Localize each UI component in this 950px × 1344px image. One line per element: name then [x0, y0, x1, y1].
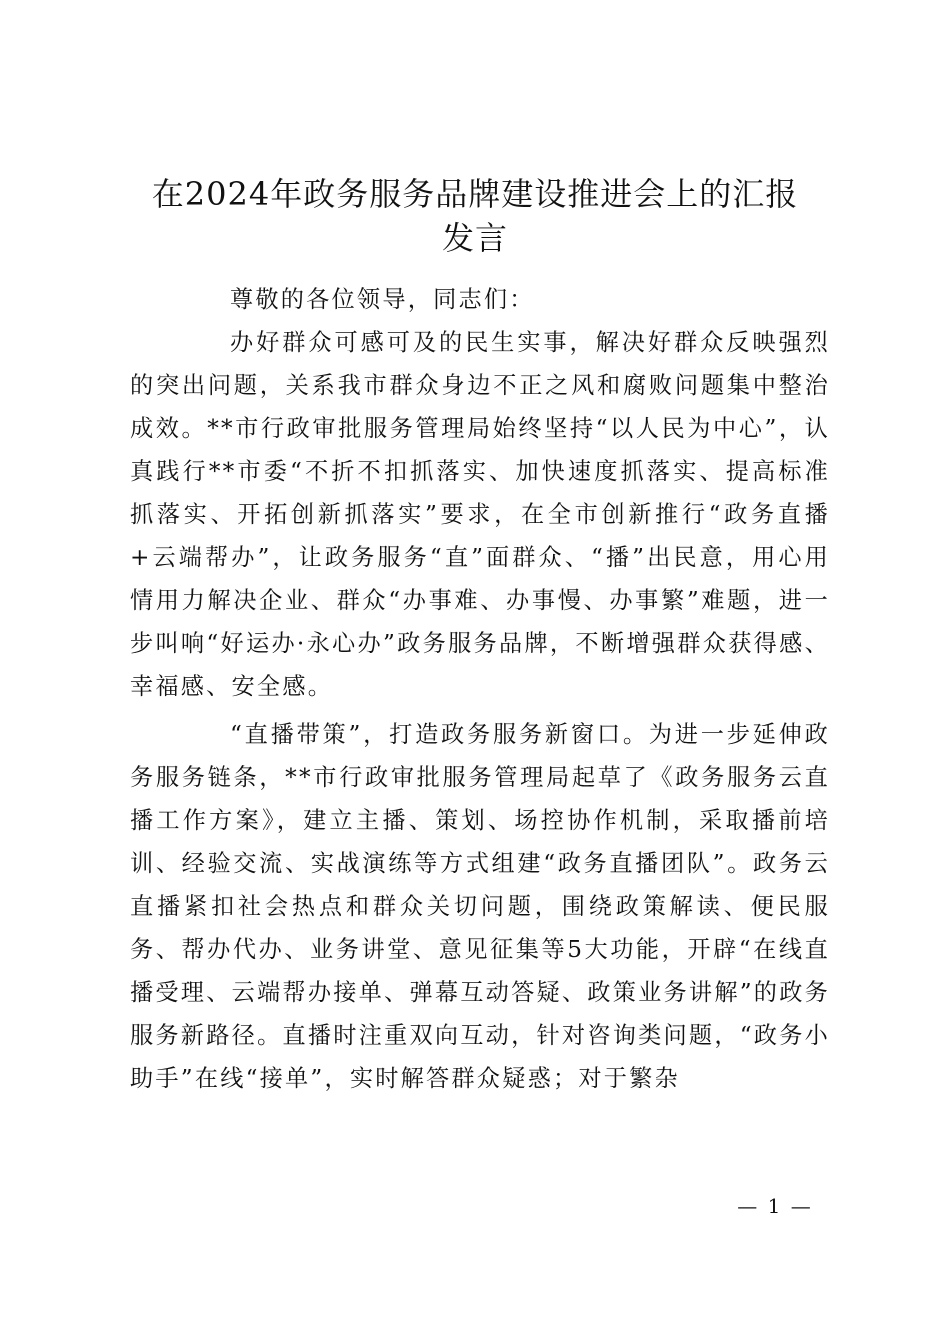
- title-line-1: 在2024年政务服务品牌建设推进会上的汇报: [151, 175, 799, 213]
- page-number: — 1 —: [737, 1194, 813, 1218]
- paragraph-intro: 办好群众可感可及的民生实事，解决好群众反映强烈的突出问题，关系我市群众身边不正之风和腐败问题集中整治成效。**市行政审批服务管理局始终坚持“以人民为中心”，认真践行**市委“不折不扣抓落实、加快速度抓落实、提高标准抓落实、开拓创新抓落实”要求，在全市创新推行“政务直播+云端帮办”，让政务服务“直”面群众、“播”出民意，用心用情用力解决企业、群众“办事难、办事慢、办事繁”难题，进一步叫响“好运办·永心办”政务服务品牌，不断增强群众获得感、幸福感、安全感。: [130, 329, 830, 700]
- paragraph-live-streaming: “直播带策”，打造政务服务新窗口。为进一步延伸政务服务链条，**市行政审批服务管理局起草了《政务服务云直播工作方案》，建立主播、策划、场控协作机制，采取播前培训、经验交流、实战演练等方式组建“政务直播团队”。政务云直播紧扣社会热点和群众关切问题，围绕政策解读、便民服务、帮办代办、业务讲堂、意见征集等5大功能，开辟“在线直播受理、云端帮办接单、弹幕互动答疑、政策业务讲解”的政务服务新路径。直播时注重双向互动，针对咨询类问题，“政务小助手”在线“接单”，实时解答群众疑惑；对于繁杂: [130, 721, 830, 1092]
- document-body: [130, 278, 830, 1100]
- document-title: [120, 172, 830, 260]
- title-line-2: 发言: [441, 219, 508, 257]
- salutation: 尊敬的各位领导，同志们：: [230, 286, 535, 313]
